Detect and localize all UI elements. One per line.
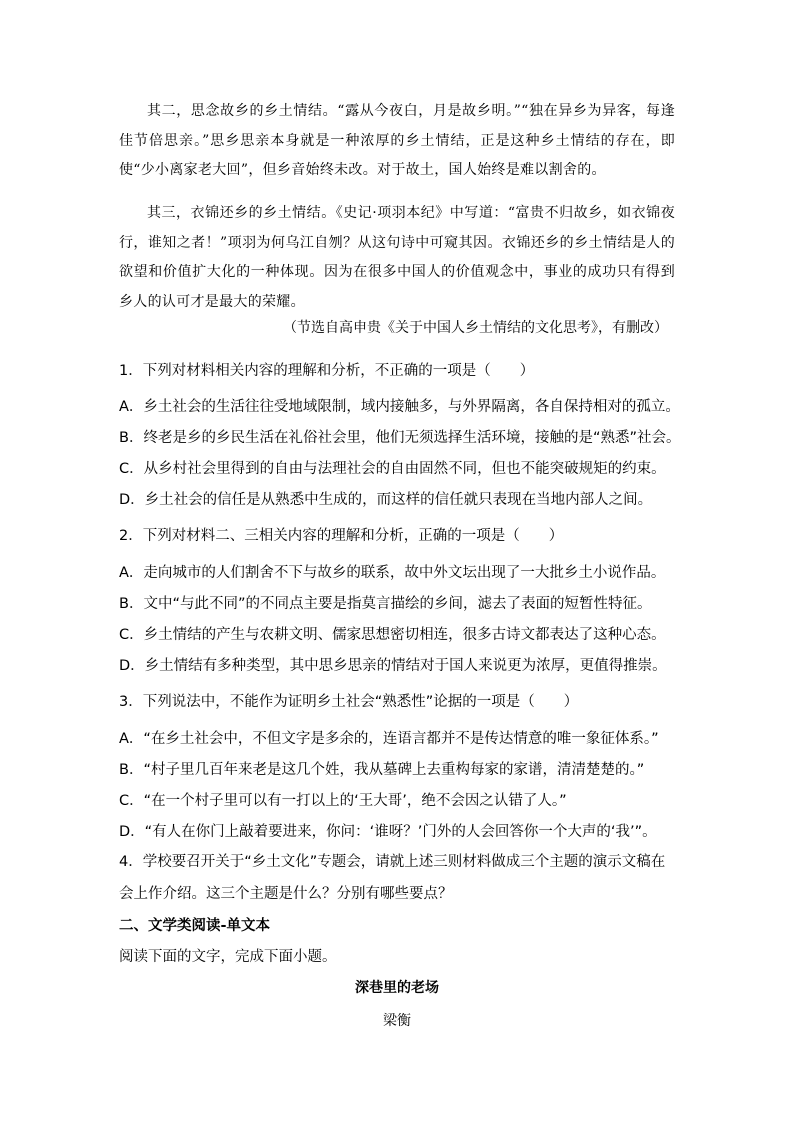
question-3-stem: 3．下列说法中，不能作为证明乡土社会“熟悉性”论据的一项是（ ）: [119, 694, 579, 710]
question-1-option-b: B．终老是乡的乡民生活在礼俗社会里，他们无须选择生活环境，接触的是“熟悉”社会。: [119, 430, 681, 446]
question-3-option-b: B．“村子里几百年来老是这几个姓，我从墓碑上去重构每家的家谱，清清楚楚的。”: [119, 762, 645, 778]
article-title: 深巷里的老场: [355, 980, 439, 996]
question-2-option-a: A．走向城市的人们割舍不下与故乡的联系，故中外文坛出现了一大批乡土小说作品。: [119, 565, 666, 581]
passage-paragraph-2: 其二，思念故乡的乡土情结。“露从今夜白，月是故乡明。”“独在异乡为异客，每逢佳节倍思亲。”思乡思亲本身就是一种浓厚的乡土情结，正是这种乡土情结的存在，即使“少小离家老大回”，但乡音始终未改。对于故土，国人始终是难以割舍的。: [119, 103, 675, 178]
question-1-stem: 1．下列对材料相关内容的理解和分析，不正确的一项是（ ）: [119, 363, 535, 379]
article-author: 梁衡: [383, 1013, 411, 1029]
section-2-heading: 二、文学类阅读-单文本: [119, 918, 271, 934]
passage-source: （节选自高申贵《关于中国人乡土情结的文化思考》，有删改）: [283, 320, 668, 336]
question-4: 4．学校要召开关于“乡土文化”专题会，请就上述三则材料做成三个主题的演示文稿在会上作介绍。这三个主题是什么？分别有哪些要点？: [119, 854, 666, 902]
question-3-option-d: D．“有人在你门上敲着要进来，你问：‘谁呀？’门外的人会回答你一个大声的‘我’”。: [119, 824, 657, 840]
question-3-option-c: C．“在一个村子里可以有一打以上的‘王大哥’，绝不会因之认错了人。”: [119, 793, 567, 809]
question-3-option-a: A．“在乡土社会中，不但文字是多余的，连语言都并不是传达情意的唯一象征体系。”: [119, 731, 659, 747]
question-1-option-a: A．乡土社会的生活往往受地域限制，域内接触多，与外界隔离，各自保持相对的孤立。: [119, 399, 680, 415]
question-2-option-c: C．乡土情结的产生与农耕文明、儒家思想密切相连，很多古诗文都表达了这种心态。: [119, 627, 666, 643]
question-2-option-d: D．乡土情结有多种类型，其中思乡思亲的情结对于国人来说更为浓厚，更值得推崇。: [119, 658, 667, 674]
question-1-option-c: C．从乡村社会里得到的自由与法理社会的自由固然不同，但也不能突破规矩的约束。: [119, 461, 666, 477]
section-2-instruction: 阅读下面的文字，完成下面小题。: [119, 949, 337, 965]
question-2-stem: 2．下列对材料二、三相关内容的理解和分析，正确的一项是（ ）: [119, 528, 564, 544]
question-2-option-b: B．文中“与此不同”的不同点主要是指莫言描绘的乡间，滤去了表面的短暂性特征。: [119, 596, 652, 612]
passage-paragraph-3: 其三，衣锦还乡的乡土情结。《史记·项羽本纪》中写道：“富贵不归故乡，如衣锦夜行，谁知之者！”项羽为何乌江自刎？从这句诗中可窥其因。衣锦还乡的乡土情结是人的欲望和价值扩大化的一种体现。因为在很多中国人的价值观念中，事业的成功只有得到乡人的认可才是最大的荣耀。: [119, 205, 675, 310]
question-1-option-d: D．乡土社会的信任是从熟悉中生成的，而这样的信任就只表现在当地内部人之间。: [119, 492, 653, 508]
